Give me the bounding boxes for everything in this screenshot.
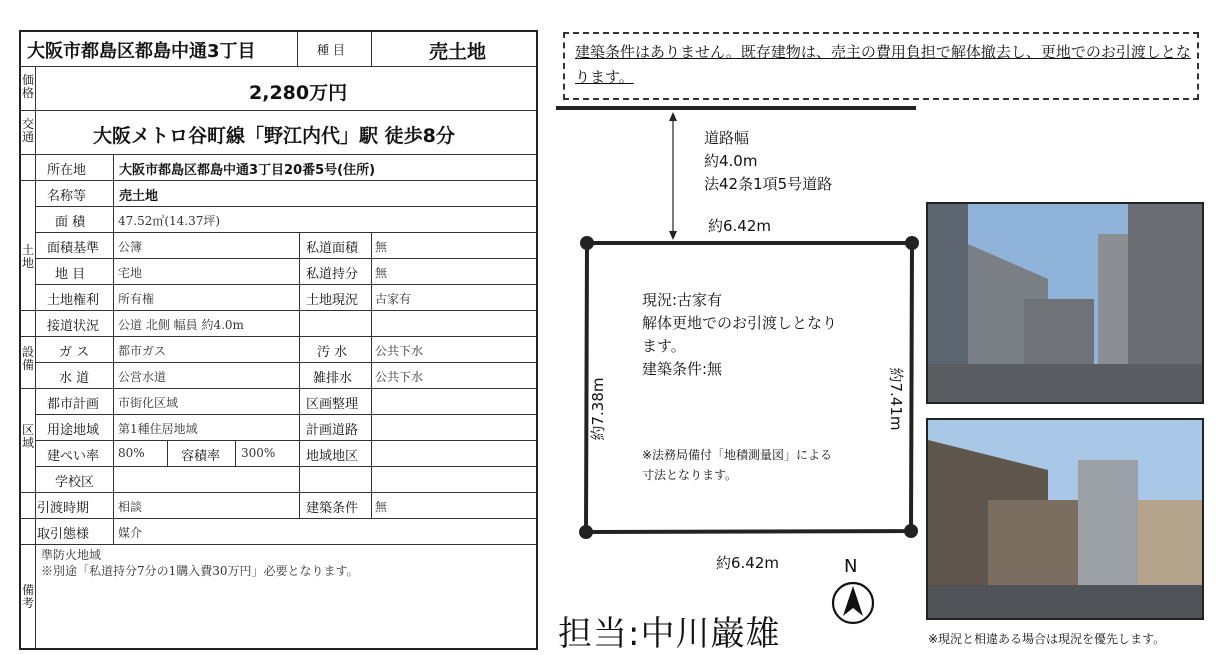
name-value: 売土地	[119, 189, 159, 204]
status-line: 建築条件:無	[642, 360, 723, 378]
survey-note	[642, 445, 832, 485]
build-cond-value: 無	[375, 500, 388, 514]
note-line: 寸法となります。	[642, 468, 738, 482]
sewage-label: 汚 水	[317, 345, 348, 360]
location-value: 大阪市都島区都島中通3丁目20番5号(住所)	[119, 163, 376, 178]
right-dimension: 約7.41m	[887, 367, 905, 431]
school-label: 学校区	[55, 475, 95, 490]
handover-value: 相談	[118, 500, 143, 514]
road-law: 法42条1項5号道路	[704, 175, 833, 193]
remarks-side-label: 備考	[21, 583, 34, 610]
road-width: 約4.0m	[704, 152, 758, 170]
coverage-label: 建ぺい率	[47, 449, 100, 464]
contact-person: 担当:中川巌雄	[558, 614, 781, 654]
private-road-share-value: 無	[375, 266, 388, 280]
arrow-down-icon	[669, 231, 677, 240]
far-value: 300%	[241, 446, 276, 460]
note-line: ※法務局備付「地積測量図」による	[642, 448, 833, 462]
address-title: 大阪市都島区都島中通3丁目	[27, 41, 256, 62]
price-value: 2,280万円	[249, 82, 348, 104]
build-cond-label: 建築条件	[306, 501, 359, 516]
status-line: 現況:古家有	[642, 291, 723, 309]
corner-marker-ne	[905, 236, 919, 250]
use-zone-value: 第1種住居地域	[118, 422, 198, 436]
road-title: 道路幅	[704, 129, 750, 147]
planned-road-label: 計画道路	[306, 423, 359, 438]
site-photo-2	[926, 418, 1204, 620]
city-plan-label: 都市計画	[47, 397, 100, 412]
remarks-line-2: ※別途「私道持分7分の1購入費30万円」必要となります。	[41, 564, 359, 578]
use-zone-label: 用途地域	[47, 423, 100, 438]
top-dimension: 約6.42m	[708, 217, 772, 235]
road-access-label: 接道状況	[47, 319, 100, 334]
arrow-up-icon	[669, 112, 677, 121]
photo-disclaimer: ※現況と相違ある場合は現況を優先します。	[928, 632, 1166, 646]
corner-marker-sw	[579, 525, 593, 539]
water-value: 公営水道	[118, 370, 167, 384]
price-label: 価格	[21, 73, 34, 100]
location-label: 所在地	[47, 163, 87, 178]
land-status-value: 古家有	[375, 292, 412, 306]
land-side-label: 土地	[21, 243, 34, 270]
corner-marker-se	[904, 524, 918, 538]
status-block	[642, 289, 837, 381]
area-basis-label: 面積基準	[47, 241, 100, 256]
name-label: 名称等	[47, 189, 87, 204]
deal-label: 取引態様	[37, 527, 90, 542]
road-access-value: 公道 北側 幅員 約4.0m	[118, 318, 244, 332]
deal-value: 媒介	[118, 526, 143, 540]
site-photo-1	[926, 202, 1204, 404]
far-label: 容積率	[181, 449, 221, 464]
property-table	[19, 30, 538, 650]
remarks-line-1: 準防火地域	[41, 548, 102, 562]
lot-boundary	[586, 243, 912, 532]
private-road-area-label: 私道面積	[306, 241, 359, 256]
area-value: 47.52㎡(14.37坪)	[118, 214, 221, 228]
area-label: 面 積	[55, 215, 86, 230]
north-label: N	[844, 556, 858, 577]
private-road-area-value: 無	[375, 240, 388, 254]
land-category-label: 地 目	[55, 267, 86, 282]
type-label: 種 目	[317, 43, 345, 57]
drain-label: 雑排水	[313, 371, 353, 386]
type-value: 売土地	[429, 41, 487, 63]
facilities-side-label: 設備	[21, 345, 34, 372]
bottom-dimension: 約6.42m	[716, 554, 780, 572]
access-value: 大阪メトロ谷町線「野江内代」駅 徒歩8分	[93, 125, 455, 147]
gas-label: ガ ス	[59, 345, 90, 360]
land-category-value: 宅地	[118, 266, 143, 280]
area-basis-value: 公簿	[118, 240, 143, 254]
district-label: 地域地区	[306, 449, 359, 464]
coverage-value: 80%	[118, 446, 145, 460]
land-status-label: 土地現況	[306, 293, 359, 308]
drain-value: 公共下水	[375, 370, 424, 384]
land-readjust-label: 区画整理	[306, 397, 359, 412]
gas-value: 都市ガス	[118, 344, 167, 358]
land-rights-value: 所有権	[118, 292, 155, 306]
water-label: 水 道	[59, 371, 90, 386]
status-line: ます。	[642, 337, 686, 355]
access-label: 交通	[21, 117, 34, 144]
north-arrow-icon	[830, 580, 876, 626]
corner-marker-nw	[580, 236, 594, 250]
handover-label: 引渡時期	[37, 501, 90, 516]
conditions-notice	[563, 32, 1199, 100]
land-rights-label: 土地権利	[47, 293, 100, 308]
private-road-share-label: 私道持分	[306, 267, 359, 282]
status-line: 解体更地でのお引渡しとなり	[642, 314, 838, 332]
left-dimension: 約7.38m	[589, 377, 607, 441]
zone-side-label: 区域	[21, 423, 34, 450]
city-plan-value: 市街化区域	[118, 396, 179, 410]
notice-text: 建築条件はありません。既存建物は、売主の費用負担で解体撤去し、更地でのお引渡しとなります。	[575, 43, 1191, 86]
sewage-value: 公共下水	[375, 344, 424, 358]
